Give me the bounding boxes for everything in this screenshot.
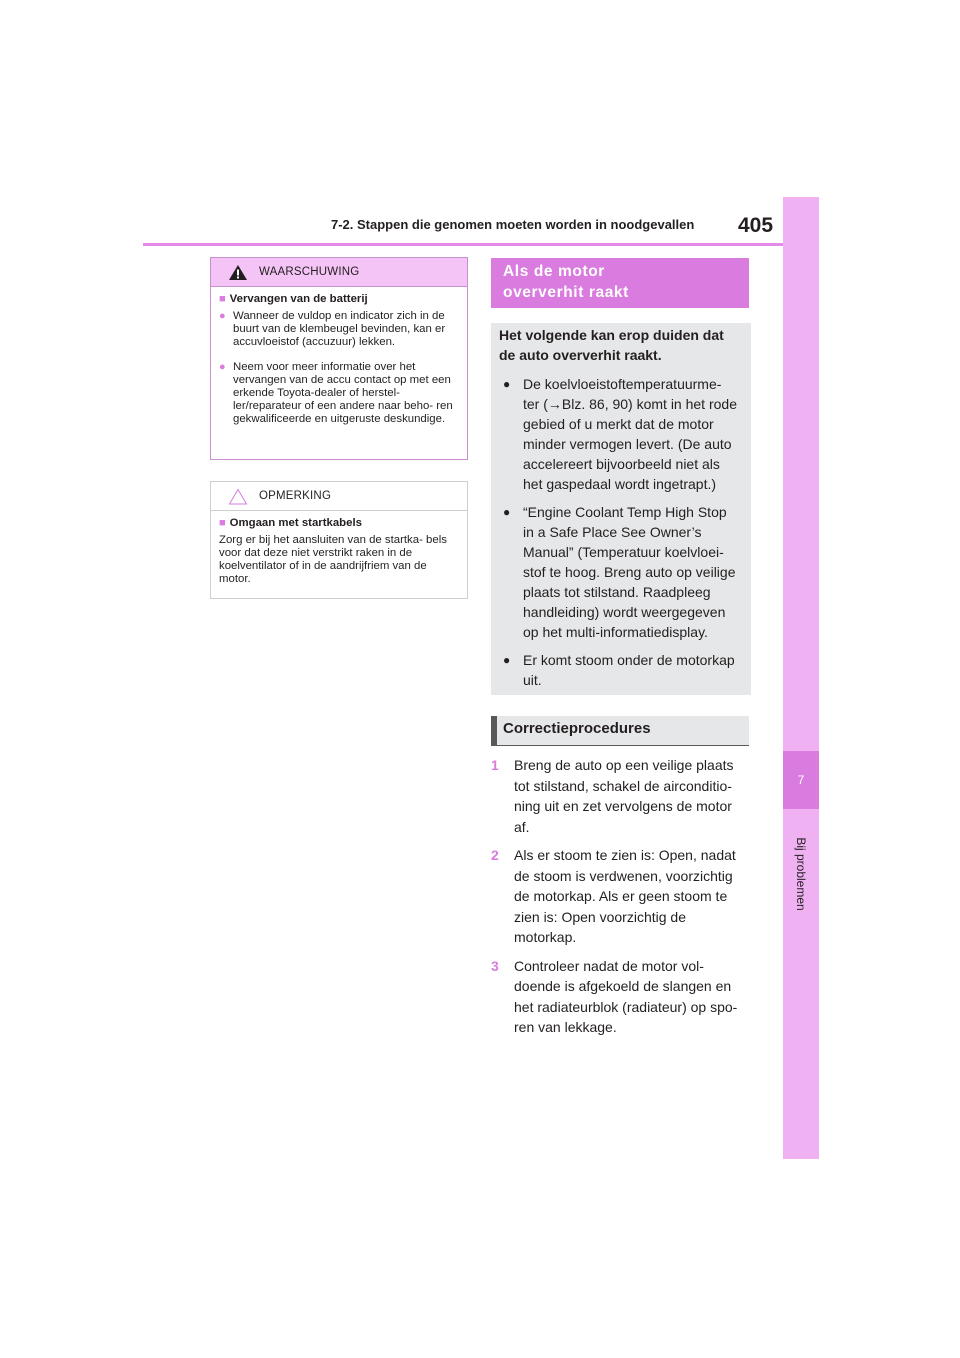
square-bullet-icon: ■	[219, 293, 226, 305]
section-heading-procedures: Correctieprocedures	[491, 716, 749, 746]
bullet-icon: ●	[503, 505, 511, 519]
warning-box-header	[211, 258, 467, 287]
round-bullet-icon: ●	[219, 361, 226, 373]
warning-triangle-icon	[228, 264, 248, 281]
page-header-title: 7-2. Stappen die genomen moeten worden in noodgevallen	[331, 217, 695, 232]
step-number: 1	[491, 757, 499, 773]
procedure-step	[491, 845, 751, 948]
overheat-symptoms-panel	[491, 323, 751, 695]
chapter-side-tab	[783, 197, 819, 1159]
chapter-label: Bij problemen	[794, 837, 808, 911]
warning-item: ● Neem voor meer informatie over het vervangen van de accu contact op met een erkende Toyota-dealer of herstel- ler/reparateur of een andere naar beho- ren gekwalificeerde en uitgeruste deskundige.	[219, 361, 453, 425]
procedure-steps	[491, 755, 751, 1046]
step-text: Breng de auto op een veilige plaats tot stilstand, schakel de airconditio- ning uit en zet vervolgens de motor af.	[514, 757, 734, 835]
list-item: ● Er komt stoom onder de motorkap uit.	[499, 650, 741, 690]
list-item: ● De koelvloeistoftemperatuurme- ter (→Blz. 86, 90) komt in het rode gebied of u merkt dat de motor minder vermogen levert. (De auto accelereert bijvoorbeeld niet als het gaspedaal wordt ingetrapt.)	[499, 374, 741, 494]
warning-item: ● Wanneer de vuldop en indicator zich in de buurt van de klembeugel bevinden, kan er accuvloeistof (accuzuur) lekken.	[219, 310, 446, 348]
note-text: Zorg er bij het aansluiten van de startka- bels voor dat deze niet verstrikt raken in de koelventilator of in de aandrijfriem van de motor.	[219, 534, 447, 585]
step-number: 3	[491, 957, 499, 974]
note-subtitle: ■ Omgaan met startkabels	[219, 517, 362, 529]
procedure-step	[491, 956, 751, 1038]
round-bullet-icon: ●	[219, 310, 226, 322]
procedure-step	[491, 755, 751, 837]
warning-box-title: WAARSCHUWING	[259, 266, 360, 278]
list-item: ● “Engine Coolant Temp High Stop in a Safe Place See Owner’s Manual” (Temperatuur koelvloei- stof te hoog. Breng auto op veilige plaats tot stilstand. Raadpleeg handleiding) wordt weergegeven op het multi-informatiedisplay.	[499, 502, 741, 642]
warning-box	[210, 257, 468, 460]
section-heading-overheat: Als de motor oververhit raakt	[491, 258, 749, 308]
step-text: Als er stoom te zien is: Open, nadat de stoom is verdwenen, voorzichtig de motorkap. Als er geen stoom te zien is: Open voorzichtig de motorkap.	[514, 847, 736, 945]
square-bullet-icon: ■	[219, 517, 226, 529]
chapter-number: 7	[783, 751, 819, 809]
warning-subtitle: ■ Vervangen van de batterij	[219, 293, 368, 305]
bullet-icon: ●	[503, 377, 511, 391]
header-divider	[143, 243, 783, 246]
note-box	[210, 481, 468, 599]
note-box-header	[211, 482, 467, 511]
caution-triangle-icon	[228, 488, 248, 505]
step-text: Controleer nadat de motor vol- doende is afgekoeld de slangen en het radiateurblok (radiateur) op spo- ren van lekkage.	[514, 957, 738, 1035]
overheat-intro: Het volgende kan erop duiden dat de auto oververhit raakt.	[499, 327, 724, 363]
bullet-icon: ●	[503, 653, 511, 667]
page-number: 405	[738, 214, 774, 237]
step-number: 2	[491, 847, 499, 863]
note-box-title: OPMERKING	[259, 490, 332, 502]
